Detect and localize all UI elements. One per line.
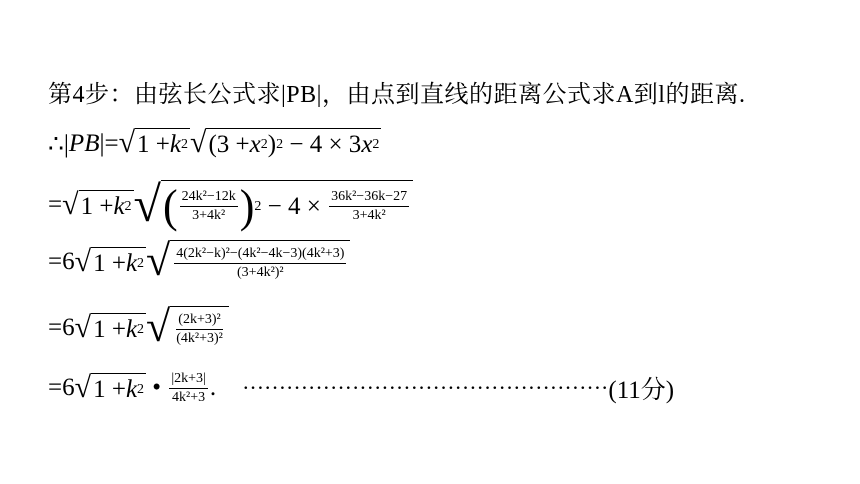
score-label: (11分) bbox=[608, 377, 675, 404]
sqrt-expression: √ (3 + x 2 ) 2 − 4 × 3 x 2 bbox=[190, 126, 380, 159]
equation-line-3: =6 √ 1 + k 2 √ $\frac{\text{4(2k²−k)²−(4k²−4k−3)(4k²+3)}}{\text{(3+4k²)²}}$ bbox=[48, 240, 350, 284]
equation-line-5: =6 √ 1 + k 2 • $\frac{|2k+3|}{\text{4k²+3}}$ . ·················································· (11分) bbox=[48, 370, 675, 405]
equation-line-1: ∴| PB |= √ 1 + k 2 √ (3 + x 2 ) 2 − 4 × 3 x 2 bbox=[48, 126, 380, 159]
equation-line-2: = √ 1 + k 2 √ ( $\frac{\text{24k²−12k}}{\text{3+4k²}}$ ) 2 − 4 × $\frac{\text{36k²−36k−27}}{\text{3+4k²}}$ bbox=[48, 180, 413, 230]
equation-line-4: =6 √ 1 + k 2 √ $\frac{\text{(2k+3)²}}{\text{(4k²+3)²}}$ bbox=[48, 306, 229, 350]
fraction: $\frac{\text{24k²−12k}}{\text{3+4k²}}$ bbox=[181, 189, 236, 223]
fraction: $\frac{\text{(2k+3)²}}{\text{(4k²+3)²}}$ bbox=[176, 312, 223, 346]
leader-dots: ·················································· bbox=[242, 375, 609, 400]
step-text: 第4步：由弦长公式求|PB|，由点到直线的距离公式求A到l的距离. bbox=[48, 82, 746, 108]
step-heading bbox=[48, 74, 745, 109]
fraction: $\frac{\text{36k²−36k−27}}{\text{3+4k²}}$ bbox=[331, 189, 408, 223]
fraction: $\frac{|2k+3|}{\text{4k²+3}}$ bbox=[171, 370, 206, 405]
sqrt-1-plus-k2: √ 1 + k 2 bbox=[118, 126, 189, 159]
fraction: $\frac{\text{4(2k²−k)²−(4k²−4k−3)(4k²+3)}}{\text{(3+4k²)²}}$ bbox=[176, 246, 345, 280]
